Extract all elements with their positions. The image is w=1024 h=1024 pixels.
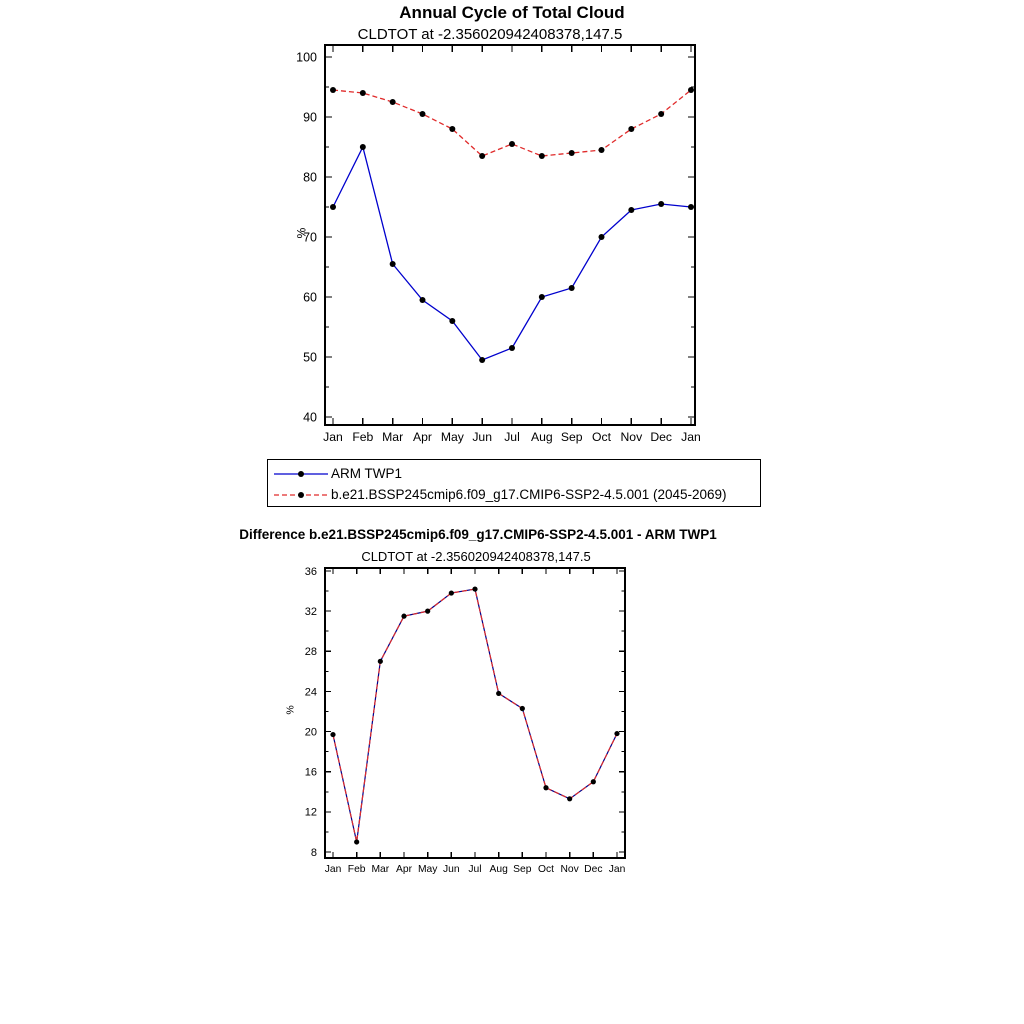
svg-text:50: 50 (303, 350, 317, 365)
series-line-overlay-0 (333, 589, 617, 842)
svg-text:Aug: Aug (530, 430, 553, 444)
svg-text:40: 40 (303, 410, 317, 425)
svg-text:100: 100 (296, 50, 317, 65)
svg-text:May: May (440, 430, 464, 444)
svg-text:24: 24 (304, 686, 317, 699)
svg-text:Jan: Jan (608, 864, 626, 875)
svg-text:Dec: Dec (584, 864, 603, 875)
axis-tick-labels (296, 50, 701, 444)
svg-text:Mar: Mar (382, 430, 404, 444)
legend-entry-arm-twp1 (273, 463, 760, 484)
svg-text:Aug: Aug (489, 864, 508, 875)
series-line-0 (333, 147, 691, 360)
plot-frame (325, 45, 695, 425)
bottom-chart-y-axis-label: % (284, 705, 297, 715)
svg-text:May: May (417, 864, 438, 875)
legend-label: b.e21.BSSP245cmip6.f09_g17.CMIP6-SSP2-4.5.001 (2045-2069) (331, 487, 727, 502)
svg-text:12: 12 (304, 806, 317, 819)
series-line-0 (333, 589, 617, 842)
svg-text:Jan: Jan (323, 430, 343, 444)
svg-text:Feb: Feb (352, 430, 374, 444)
svg-text:Jul: Jul (504, 430, 520, 444)
svg-text:32: 32 (304, 605, 317, 618)
svg-text:16: 16 (304, 766, 317, 779)
svg-text:Feb: Feb (347, 864, 366, 875)
top-chart-subtitle: CLDTOT at -2.356020942408378,147.5 (357, 26, 623, 43)
svg-text:28: 28 (304, 646, 317, 659)
svg-text:8: 8 (310, 846, 317, 859)
svg-text:Mar: Mar (371, 864, 390, 875)
legend-line-sample-icon (273, 466, 329, 482)
svg-text:Sep: Sep (560, 430, 583, 444)
svg-text:Sep: Sep (513, 864, 532, 875)
axis-ticks (325, 568, 625, 858)
svg-text:Jan: Jan (681, 430, 701, 444)
bottom-chart-title: Difference b.e21.BSSP245cmip6.f09_g17.CMIP6-SSP2-4.5.001 - ARM TWP1 (239, 527, 717, 542)
legend-label: ARM TWP1 (331, 466, 403, 481)
series-markers (330, 87, 694, 363)
svg-text:20: 20 (304, 726, 317, 739)
svg-text:Jan: Jan (324, 864, 342, 875)
svg-text:Dec: Dec (650, 430, 673, 444)
svg-text:80: 80 (303, 170, 317, 185)
svg-text:Jun: Jun (472, 430, 492, 444)
legend (267, 459, 761, 507)
svg-text:Nov: Nov (560, 864, 579, 875)
legend-entry-model (273, 484, 760, 505)
svg-text:90: 90 (303, 110, 317, 125)
top-chart-title: Annual Cycle of Total Cloud (399, 3, 625, 22)
series-lines (333, 90, 691, 360)
svg-text:60: 60 (303, 290, 317, 305)
top-chart-plot (296, 45, 701, 444)
svg-text:36: 36 (304, 565, 317, 578)
svg-text:Jun: Jun (443, 864, 460, 875)
svg-text:Oct: Oct (592, 430, 611, 444)
svg-text:Apr: Apr (413, 430, 432, 444)
plot-frame (325, 568, 625, 858)
axis-ticks (325, 45, 695, 425)
bottom-chart-plot (305, 566, 626, 875)
axis-tick-labels (305, 566, 626, 875)
svg-text:Nov: Nov (620, 430, 643, 444)
svg-text:Jul: Jul (468, 864, 482, 875)
svg-text:70: 70 (303, 230, 317, 245)
legend-line-sample-icon (273, 487, 329, 503)
svg-text:Oct: Oct (537, 864, 555, 875)
series-lines (333, 589, 617, 842)
bottom-chart-subtitle: CLDTOT at -2.356020942408378,147.5 (361, 549, 591, 564)
top-chart-y-axis-label: % (294, 227, 309, 239)
svg-text:Apr: Apr (395, 864, 413, 875)
